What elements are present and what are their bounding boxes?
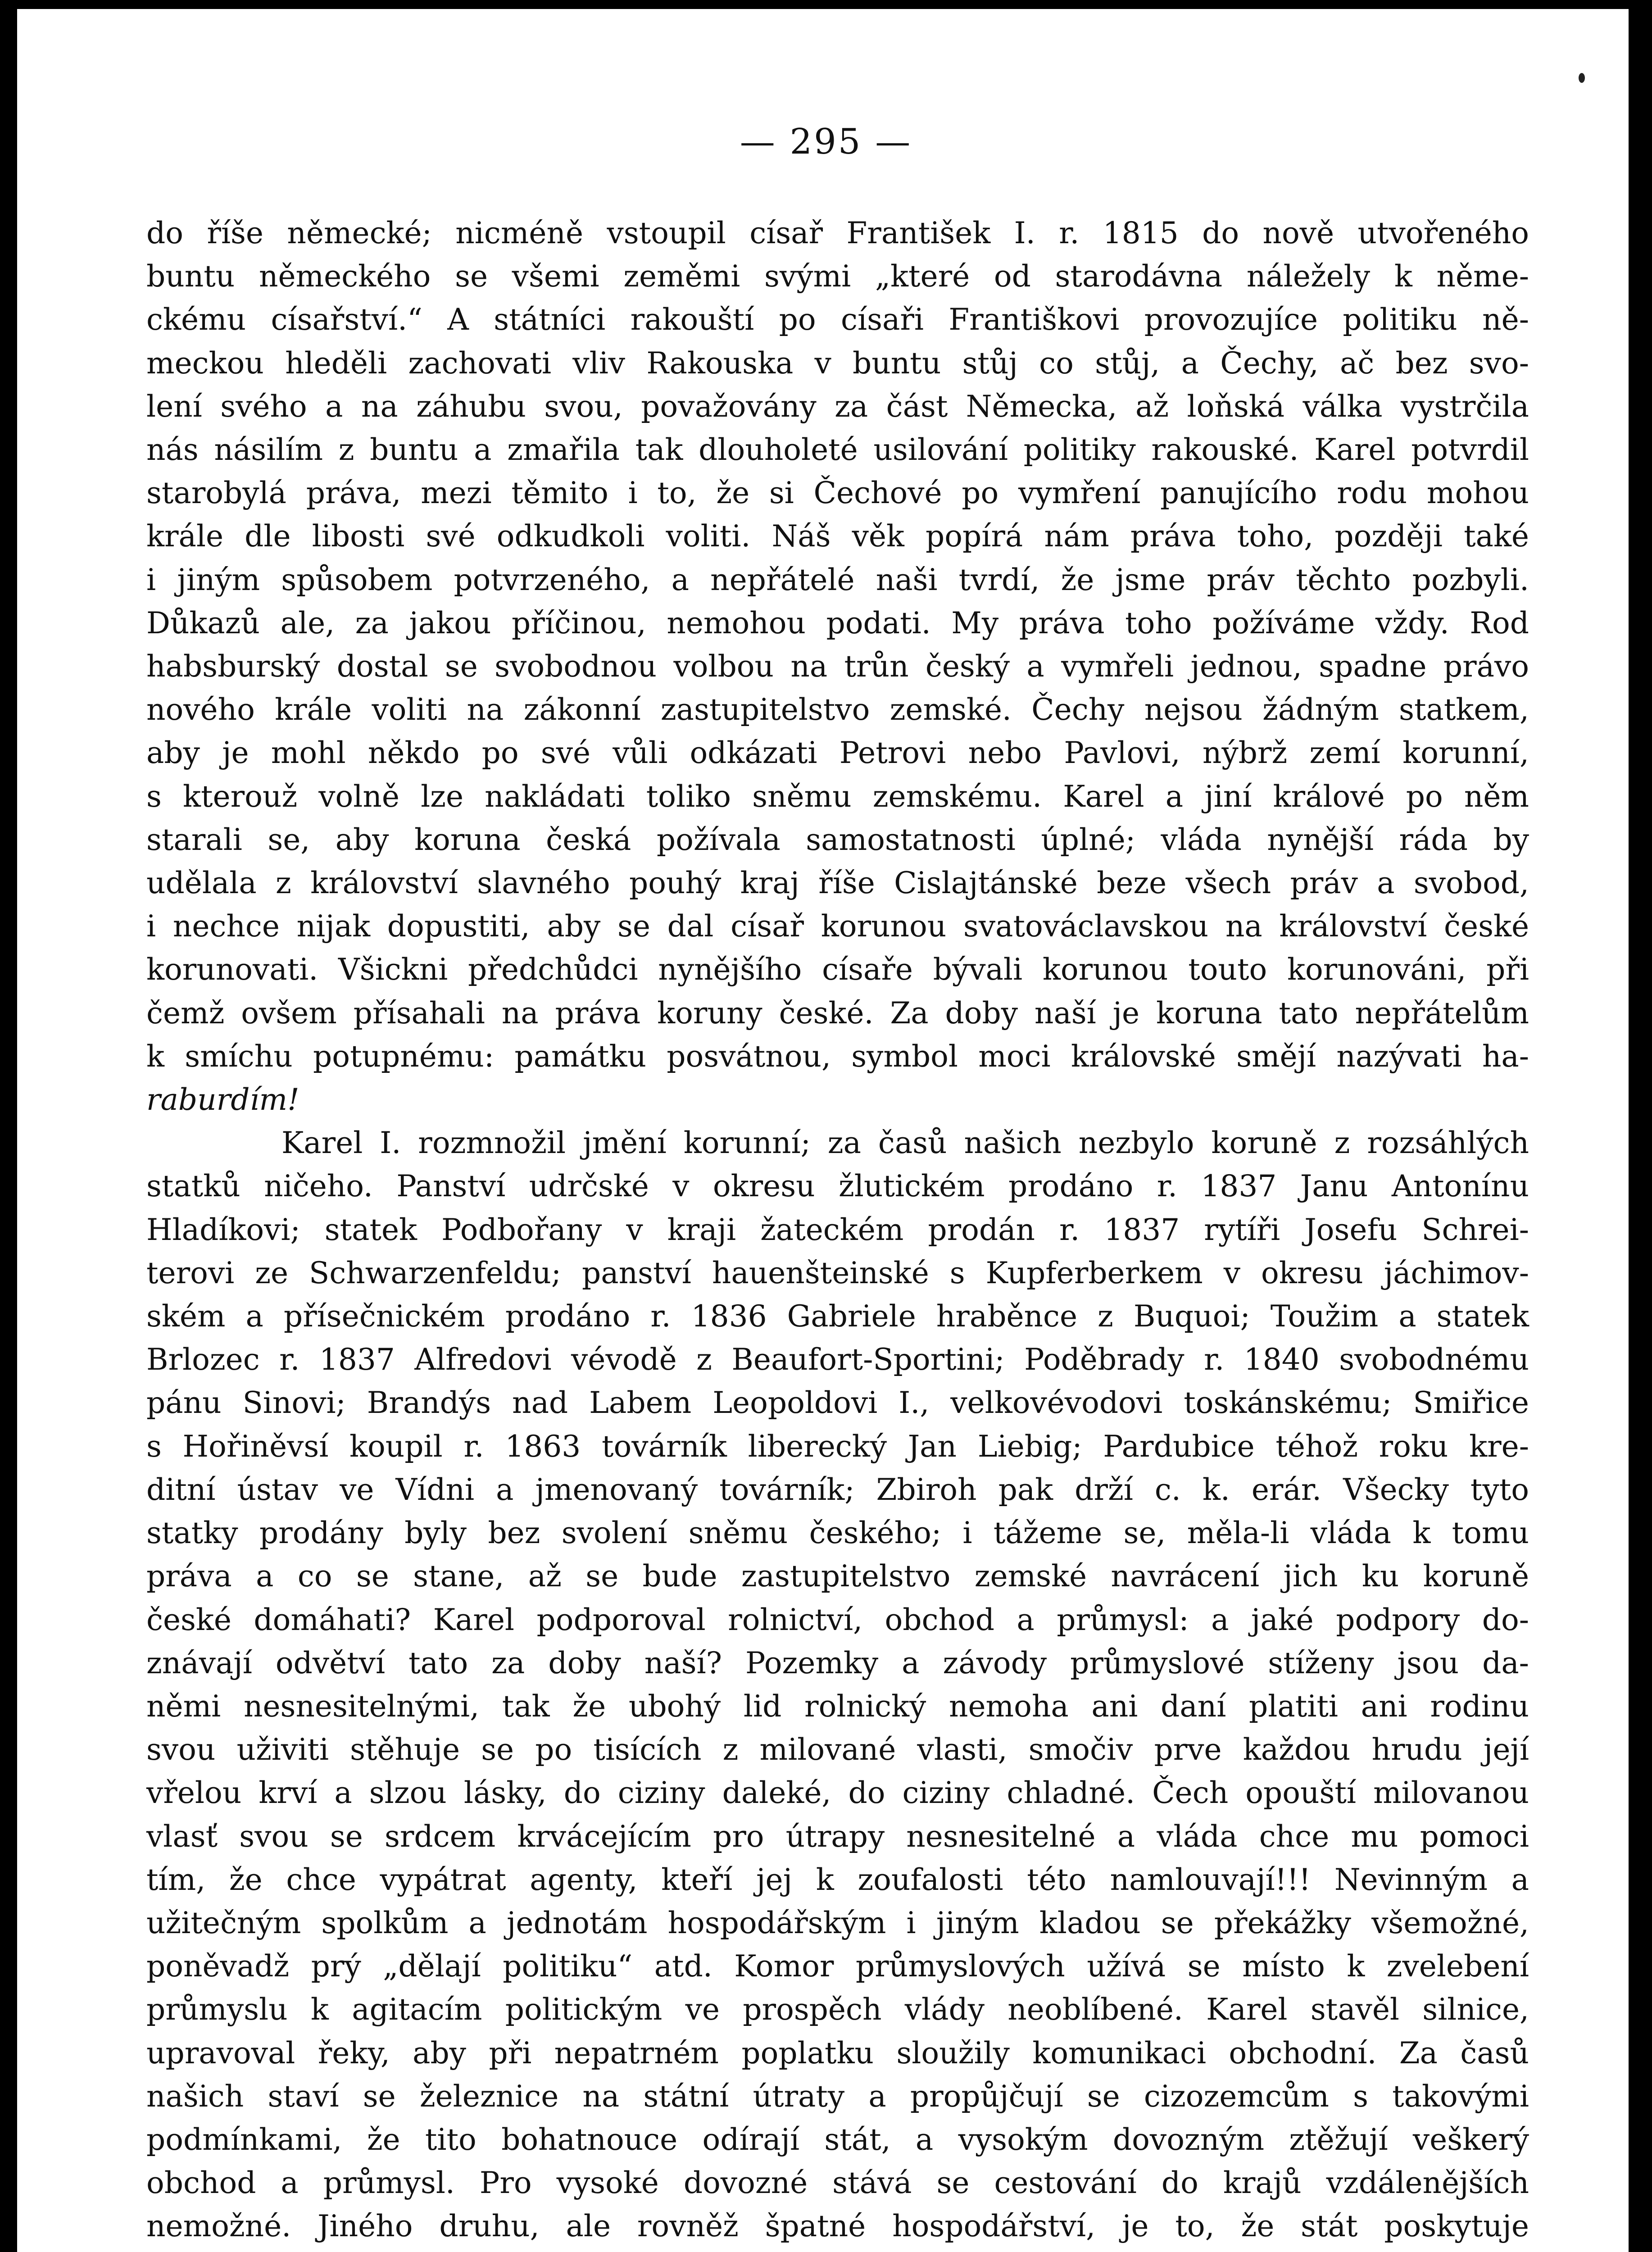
text-line: znávají odvětví tato za doby naší? Pozemky a závody průmyslové stíženy jsou da- <box>146 1645 1529 1680</box>
text-line: starobylá práva, mezi těmito i to, že si Čechové po vymření panujícího rodu mohou <box>146 476 1529 511</box>
text-line: s kterouž volně lze nakládati toliko sněmu zemskému. Karel a jiní králové po něm <box>146 779 1529 814</box>
text-line: ském a přísečnickém prodáno r. 1836 Gabriele hraběnce z Buquoi; Toužim a statek <box>146 1299 1529 1334</box>
text-line: lení svého a na záhubu svou, považovány za část Německa, až loňská válka vystrčila <box>146 389 1529 424</box>
text-line: nového krále voliti na zákonní zastupitelstvo zemské. Čechy nejsou žádným statkem, <box>146 692 1529 727</box>
text-line: němi nesnesitelnými, tak že ubohý lid rolnický nemoha ani daní platiti ani rodinu <box>146 1689 1529 1724</box>
text-line <box>146 2248 1529 2252</box>
text-line: čemž ovšem přísahali na práva koruny české. Za doby naší je koruna tato nepřátelům <box>146 995 1529 1031</box>
text-line: nemožné. Jiného druhu, ale rovněž špatné hospodářství, je to, že stát poskytuje <box>146 2209 1529 2244</box>
text-line: obchod a průmysl. Pro vysoké dovozné stává se cestování do krajů vzdálenějších <box>146 2166 1529 2201</box>
paragraph-1 <box>146 212 1529 1121</box>
text-line: statky prodány byly bez svolení sněmu českého; i tážeme se, měla-li vláda k tomu <box>146 1516 1529 1551</box>
text-line: buntu německého se všemi zeměmi svými „které od starodávna náležely k něme- <box>146 259 1529 294</box>
body-text <box>146 212 1529 2252</box>
text-line <box>146 1078 1529 1121</box>
text-line: průmyslu k agitacím politickým ve prospěch vlády neoblíbené. Karel stavěl silnice, <box>146 1992 1529 2027</box>
text-line: ckému císařství.“ A státníci rakouští po císaři Františkovi provozujíce politiku ně- <box>146 302 1529 337</box>
text-line: Karel I. rozmnožil jmění korunní; za časů našich nezbylo koruně z rozsáhlých <box>281 1126 1529 1161</box>
text-line: Brlozec r. 1837 Alfredovi vévodě z Beaufort-Sportini; Poděbrady r. 1840 svobodnému <box>146 1342 1529 1377</box>
text-line: podmínkami, že tito bohatnouce odírají stát, a vysokým dovozným ztěžují veškerý <box>146 2122 1529 2157</box>
scan-speck <box>1579 73 1585 83</box>
text-line: statků ničeho. Panství udrčské v okresu žlutickém prodáno r. 1837 Janu Antonínu <box>146 1169 1529 1204</box>
text-line: tím, že chce vypátrat agenty, kteří jej k zoufalosti této namlouvají!!! Nevinným a <box>146 1862 1529 1897</box>
text-line: práva a co se stane, až se bude zastupitelstvo zemské navrácení jich ku koruně <box>146 1559 1529 1594</box>
text-line: s Hořiněvsí koupil r. 1863 továrník liberecký Jan Liebig; Pardubice téhož roku kre- <box>146 1429 1529 1464</box>
page-number: — 295 — <box>740 122 912 162</box>
text-line: krále dle libosti své odkudkoli voliti. Náš věk popírá nám práva toho, později také <box>146 519 1529 554</box>
text-line: terovi ze Schwarzenfeldu; panství hauenšteinské s Kupferberkem v okresu jáchimov- <box>146 1255 1529 1290</box>
text-line: Hladíkovi; statek Podbořany v kraji žateckém prodán r. 1837 rytíři Josefu Schrei- <box>146 1212 1529 1247</box>
paragraph-2 <box>146 1121 1529 2252</box>
italic-word: raburdím! <box>146 1082 300 1117</box>
text-line: aby je mohl někdo po své vůli odkázati Petrovi nebo Pavlovi, nýbrž zemí korunní, <box>146 736 1529 771</box>
text-line: meckou hleděli zachovati vliv Rakouska v buntu stůj co stůj, a Čechy, ač bez svo- <box>146 345 1529 381</box>
text-line: svou uživiti stěhuje se po tisících z milované vlasti, smočiv prve každou hrudu její <box>146 1732 1529 1767</box>
text-line: vřelou krví a slzou lásky, do ciziny daleké, do ciziny chladné. Čech opouští milovanou <box>146 1775 1529 1811</box>
text-line: i nechce nijak dopustiti, aby se dal císař korunou svatováclavskou na království české <box>146 909 1529 944</box>
text-line: Důkazů ale, za jakou příčinou, nemohou podati. My práva toho požíváme vždy. Rod <box>146 605 1529 640</box>
text-line: habsburský dostal se svobodnou volbou na trůn český a vymřeli jednou, spadne právo <box>146 649 1529 684</box>
text-line: užitečným spolkům a jednotám hospodářským i jiným kladou se překážky všemožné, <box>146 1905 1529 1940</box>
text-line: korunovati. Všickni předchůdci nynějšího císaře bývali korunou touto korunováni, při <box>146 952 1529 987</box>
text-line: k smíchu potupnému: památku posvátnou, symbol moci královské smějí nazývati ha- <box>146 1039 1529 1074</box>
text-line: do říše německé; nicméně vstoupil císař František I. r. 1815 do nově utvořeného <box>146 216 1529 250</box>
text-line: upravoval řeky, aby při nepatrném poplatku sloužily komunikaci obchodní. Za časů <box>146 2035 1529 2070</box>
text-line: vlasť svou se srdcem krvácejícím pro útrapy nesnesitelné a vláda chce mu pomoci <box>146 1819 1529 1854</box>
text-line: ditní ústav ve Vídni a jmenovaný továrník; Zbiroh pak drží c. k. erár. Všecky tyto <box>146 1472 1529 1507</box>
text-line: české domáhati? Karel podporoval rolnictví, obchod a průmysl: a jaké podpory do- <box>146 1602 1529 1637</box>
text-line: udělala z království slavného pouhý kraj říše Cislajtánské beze všech práv a svobod, <box>146 866 1529 901</box>
text-line: nás násilím z buntu a zmařila tak dlouholeté usilování politiky rakouské. Karel potvrdil <box>146 432 1529 468</box>
text-line: našich staví se železnice na státní útraty a propůjčují se cizozemcům s takovými <box>146 2079 1529 2114</box>
text-line: poněvadž prý „dělají politiku“ atd. Komor průmyslových užívá se místo k zvelebení <box>146 1949 1529 1984</box>
text-line: starali se, aby koruna česká požívala samostatnosti úplné; vláda nynější ráda by <box>146 822 1529 857</box>
text-line: pánu Sinovi; Brandýs nad Labem Leopoldovi I., velkovévodovi toskánskému; Smiřice <box>146 1385 1529 1421</box>
text-line: i jiným spůsobem potvrzeného, a nepřátelé naši tvrdí, že jsme práv těchto pozbyli. <box>146 562 1529 597</box>
